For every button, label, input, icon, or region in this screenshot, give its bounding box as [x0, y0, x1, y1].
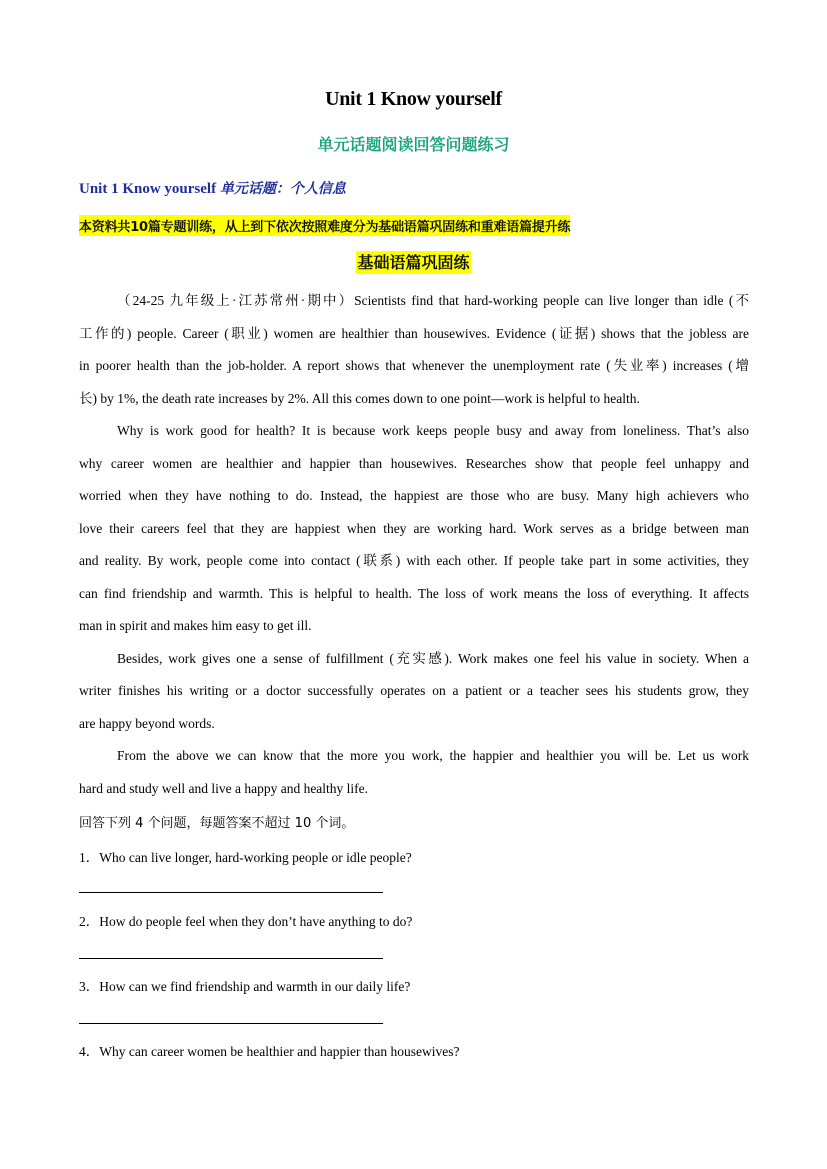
section-heading — [0, 250, 827, 273]
questions-instruction: 回答下列 4 个问题，每题答案不超过 10 个词。 — [79, 816, 355, 831]
question-3: 3．How can we find friendship and warmth in our daily life? — [79, 979, 411, 994]
answer-line-2[interactable] — [79, 958, 383, 959]
page-title: Unit 1 Know yourself — [325, 88, 502, 110]
passage-line: （24-25 九年级上·江苏常州·期中）Scientists find that hard-working people can live longer than idle (不 — [117, 293, 749, 308]
answer-line-1[interactable] — [79, 892, 383, 893]
passage-line: From the above we can know that the more you work, the happier and healthier you will be. Let us work — [117, 748, 749, 763]
page-subtitle: 单元话题阅读回答问题练习 — [317, 135, 510, 154]
unit-topic-en: Unit 1 Know yourself — [79, 181, 220, 197]
passage-line: Why is work good for health? It is because work keeps people busy and away from loneliness. That’s also — [117, 423, 749, 438]
passage-line: in poorer health than the job-holder. A report shows that whenever the unemployment rate (失业率) increases (增 — [79, 358, 749, 373]
answer-line-3[interactable] — [79, 1023, 383, 1024]
question-4: 4．Why can career women be healthier and happier than housewives? — [79, 1044, 460, 1059]
passage-line: man in spirit and makes him easy to get ill. — [79, 618, 312, 633]
passage-line: and reality. By work, people come into contact (联系) with each other. If people take part in some activities, they — [79, 553, 749, 568]
unit-topic-cn: 单元话题：个人信息 — [219, 181, 346, 197]
unit-topic — [79, 178, 346, 198]
passage-line: worried when they have nothing to do. Instead, the happiest are those who are busy. Many high achievers who — [79, 488, 749, 503]
passage-line: can find friendship and warmth. This is helpful to health. The loss of work means the loss of everything. It affects — [79, 586, 749, 601]
passage-line: Besides, work gives one a sense of fulfillment (充实感). Work makes one feel his value in society. When a — [117, 651, 749, 666]
question-2: 2．How do people feel when they don’t have anything to do? — [79, 914, 413, 929]
section-title: 基础语篇巩固练 — [357, 253, 470, 272]
passage-line: writer finishes his writing or a doctor successfully operates on a patient or a teacher sees his students grow, they — [79, 683, 749, 698]
passage-line: hard and study well and live a happy and healthy life. — [79, 781, 369, 796]
passage-line: 长) by 1%, the death rate increases by 2%. All this comes down to one point—work is helpful to health. — [79, 391, 640, 406]
question-1: 1．Who can live longer, hard-working people or idle people? — [79, 850, 412, 865]
passage-line: why career women are healthier and happier than housewives. Researches show that people feel unhappy and — [79, 456, 749, 471]
material-notice: 本资料共10篇专题训练，从上到下依次按照难度分为基础语篇巩固练和重难语篇提升练 — [79, 215, 570, 236]
passage-line: are happy beyond words. — [79, 716, 215, 731]
passage-line: 工作的) people. Career (职业) women are healthier than housewives. Evidence (证据) shows that the jobless are — [79, 326, 749, 341]
passage-line: love their careers feel that they are happiest when they are working hard. Work serves as a bridge between man — [79, 521, 749, 536]
